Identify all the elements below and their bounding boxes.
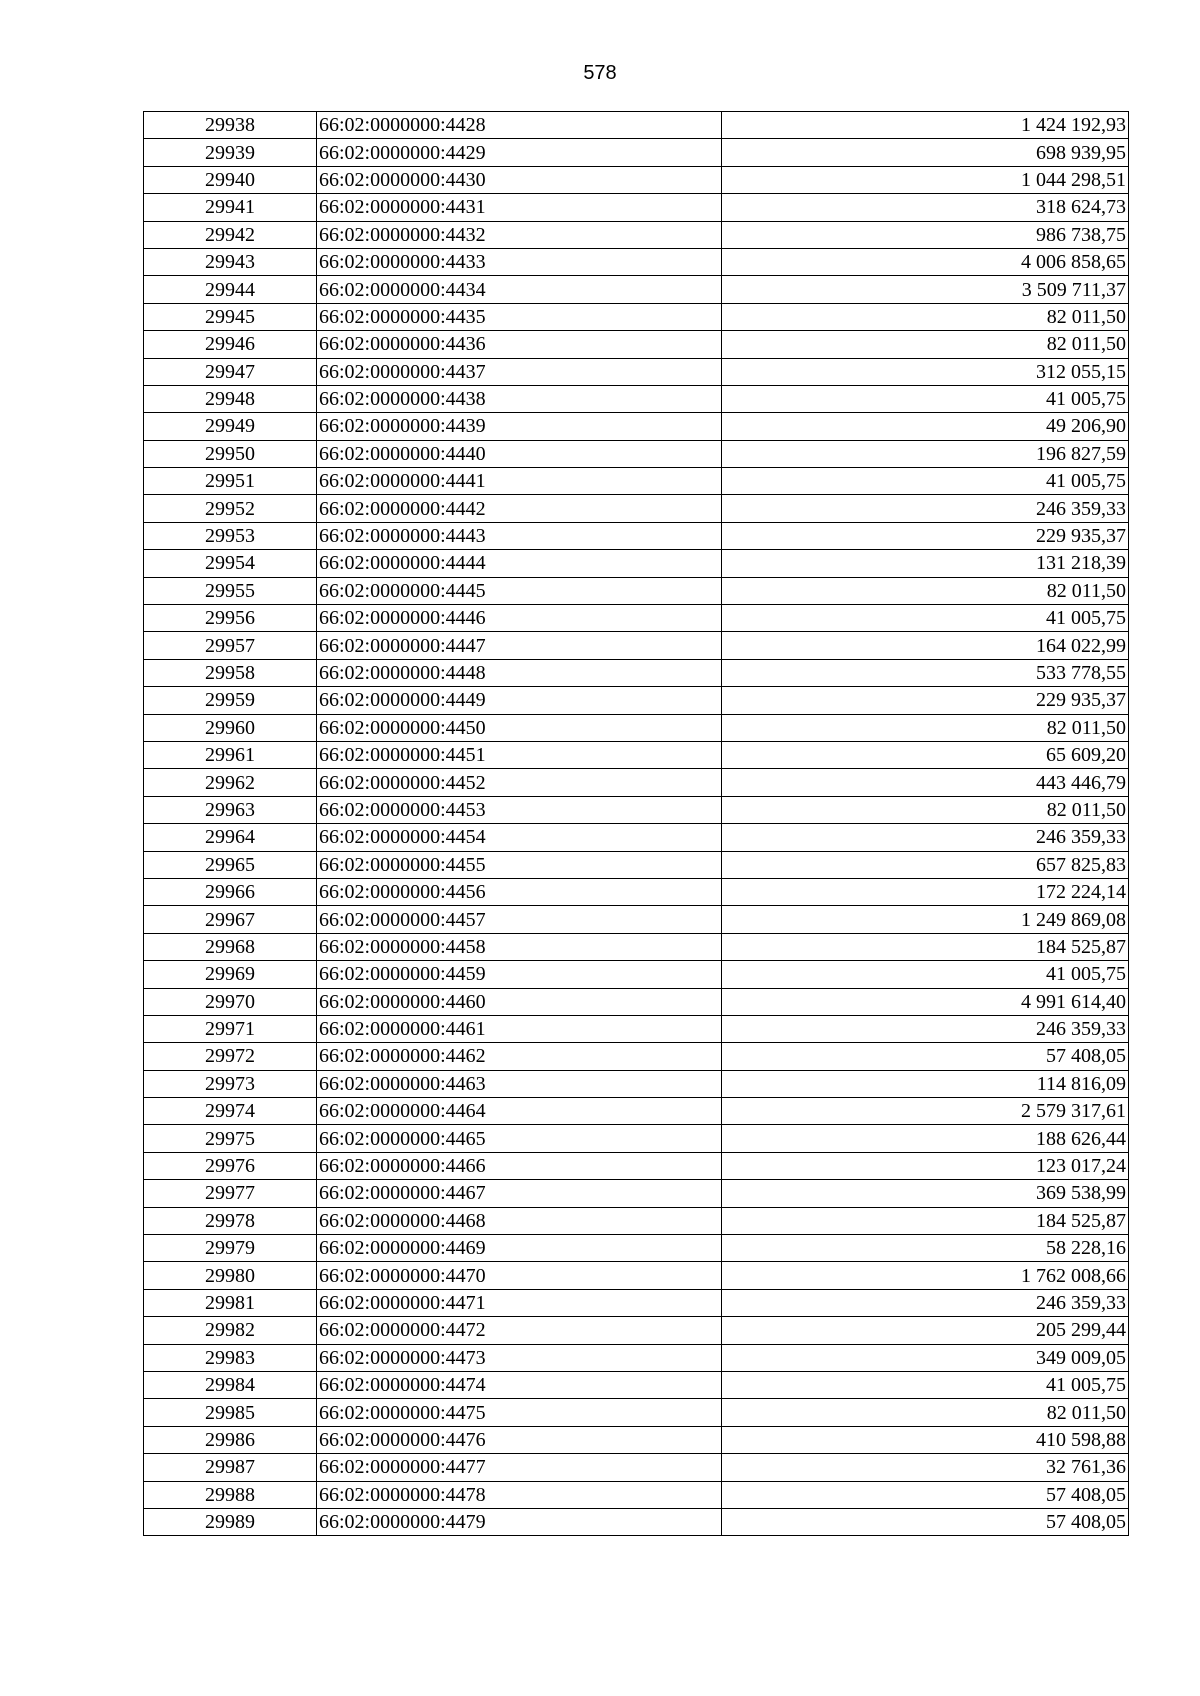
cadastral-number-cell: 66:02:0000000:4475 — [317, 1399, 722, 1426]
cadastral-number-cell: 66:02:0000000:4467 — [317, 1180, 722, 1207]
cadastral-number-cell: 66:02:0000000:4429 — [317, 139, 722, 166]
cadastral-value-cell: 349 009,05 — [722, 1344, 1129, 1371]
table-row — [144, 331, 1129, 358]
cadastral-value-cell: 41 005,75 — [722, 1371, 1129, 1398]
table-row — [144, 522, 1129, 549]
table-row — [144, 1317, 1129, 1344]
table-row — [144, 1344, 1129, 1371]
table-row — [144, 632, 1129, 659]
table-row — [144, 1043, 1129, 1070]
cadastral-value-cell: 443 446,79 — [722, 769, 1129, 796]
cadastral-number-cell: 66:02:0000000:4458 — [317, 933, 722, 960]
cadastral-number-cell: 66:02:0000000:4433 — [317, 248, 722, 275]
row-number-cell: 29965 — [144, 851, 317, 878]
cadastral-value-table — [143, 111, 1129, 1536]
table-row — [144, 1207, 1129, 1234]
cadastral-number-cell: 66:02:0000000:4446 — [317, 605, 722, 632]
table-row — [144, 303, 1129, 330]
table-row — [144, 988, 1129, 1015]
table-row — [144, 1371, 1129, 1398]
row-number-cell: 29982 — [144, 1317, 317, 1344]
cadastral-number-cell: 66:02:0000000:4447 — [317, 632, 722, 659]
table-row — [144, 741, 1129, 768]
cadastral-value-cell: 229 935,37 — [722, 687, 1129, 714]
cadastral-value-cell: 698 939,95 — [722, 139, 1129, 166]
table-row — [144, 1070, 1129, 1097]
row-number-cell: 29970 — [144, 988, 317, 1015]
cadastral-number-cell: 66:02:0000000:4455 — [317, 851, 722, 878]
table-row — [144, 550, 1129, 577]
table-row — [144, 659, 1129, 686]
table-row — [144, 1481, 1129, 1508]
row-number-cell: 29951 — [144, 468, 317, 495]
row-number-cell: 29988 — [144, 1481, 317, 1508]
table-row — [144, 1399, 1129, 1426]
row-number-cell: 29978 — [144, 1207, 317, 1234]
row-number-cell: 29947 — [144, 358, 317, 385]
cadastral-number-cell: 66:02:0000000:4470 — [317, 1262, 722, 1289]
table-row — [144, 248, 1129, 275]
row-number-cell: 29943 — [144, 248, 317, 275]
table-row — [144, 1235, 1129, 1262]
row-number-cell: 29989 — [144, 1508, 317, 1535]
row-number-cell: 29940 — [144, 166, 317, 193]
table-row — [144, 714, 1129, 741]
table-row — [144, 358, 1129, 385]
table-row — [144, 112, 1129, 139]
cadastral-number-cell: 66:02:0000000:4460 — [317, 988, 722, 1015]
table-row — [144, 1454, 1129, 1481]
table-row — [144, 1015, 1129, 1042]
table-row — [144, 1289, 1129, 1316]
cadastral-value-cell: 172 224,14 — [722, 878, 1129, 905]
cadastral-value-cell: 32 761,36 — [722, 1454, 1129, 1481]
cadastral-value-cell: 57 408,05 — [722, 1481, 1129, 1508]
cadastral-value-cell: 58 228,16 — [722, 1235, 1129, 1262]
table-row — [144, 577, 1129, 604]
cadastral-number-cell: 66:02:0000000:4469 — [317, 1235, 722, 1262]
cadastral-value-cell: 131 218,39 — [722, 550, 1129, 577]
cadastral-number-cell: 66:02:0000000:4437 — [317, 358, 722, 385]
table-row — [144, 1098, 1129, 1125]
cadastral-number-cell: 66:02:0000000:4450 — [317, 714, 722, 741]
cadastral-value-cell: 369 538,99 — [722, 1180, 1129, 1207]
table-row — [144, 440, 1129, 467]
table-row — [144, 468, 1129, 495]
row-number-cell: 29956 — [144, 605, 317, 632]
table-row — [144, 166, 1129, 193]
cadastral-number-cell: 66:02:0000000:4442 — [317, 495, 722, 522]
row-number-cell: 29961 — [144, 741, 317, 768]
cadastral-value-cell: 246 359,33 — [722, 1015, 1129, 1042]
cadastral-value-cell: 82 011,50 — [722, 577, 1129, 604]
table-row — [144, 961, 1129, 988]
cadastral-number-cell: 66:02:0000000:4436 — [317, 331, 722, 358]
cadastral-value-cell: 41 005,75 — [722, 605, 1129, 632]
table-row — [144, 769, 1129, 796]
cadastral-value-cell: 229 935,37 — [722, 522, 1129, 549]
cadastral-number-cell: 66:02:0000000:4471 — [317, 1289, 722, 1316]
table-row — [144, 687, 1129, 714]
table-row — [144, 495, 1129, 522]
row-number-cell: 29987 — [144, 1454, 317, 1481]
cadastral-value-cell: 49 206,90 — [722, 413, 1129, 440]
cadastral-value-cell: 82 011,50 — [722, 331, 1129, 358]
table-row — [144, 413, 1129, 440]
cadastral-value-cell: 1 249 869,08 — [722, 906, 1129, 933]
cadastral-value-cell: 1 044 298,51 — [722, 166, 1129, 193]
cadastral-value-cell: 82 011,50 — [722, 796, 1129, 823]
cadastral-number-cell: 66:02:0000000:4468 — [317, 1207, 722, 1234]
cadastral-value-cell: 533 778,55 — [722, 659, 1129, 686]
row-number-cell: 29945 — [144, 303, 317, 330]
cadastral-value-cell: 3 509 711,37 — [722, 276, 1129, 303]
cadastral-value-cell: 312 055,15 — [722, 358, 1129, 385]
table-row — [144, 139, 1129, 166]
cadastral-number-cell: 66:02:0000000:4477 — [317, 1454, 722, 1481]
table-row — [144, 1426, 1129, 1453]
row-number-cell: 29975 — [144, 1125, 317, 1152]
cadastral-value-cell: 65 609,20 — [722, 741, 1129, 768]
cadastral-value-cell: 246 359,33 — [722, 824, 1129, 851]
table-row — [144, 933, 1129, 960]
row-number-cell: 29968 — [144, 933, 317, 960]
cadastral-number-cell: 66:02:0000000:4448 — [317, 659, 722, 686]
row-number-cell: 29969 — [144, 961, 317, 988]
cadastral-value-cell: 184 525,87 — [722, 1207, 1129, 1234]
cadastral-value-cell: 205 299,44 — [722, 1317, 1129, 1344]
cadastral-number-cell: 66:02:0000000:4449 — [317, 687, 722, 714]
row-number-cell: 29985 — [144, 1399, 317, 1426]
row-number-cell: 29959 — [144, 687, 317, 714]
cadastral-value-cell: 41 005,75 — [722, 385, 1129, 412]
table-row — [144, 824, 1129, 851]
cadastral-number-cell: 66:02:0000000:4465 — [317, 1125, 722, 1152]
table-body — [144, 112, 1129, 1536]
cadastral-number-cell: 66:02:0000000:4444 — [317, 550, 722, 577]
table-row — [144, 221, 1129, 248]
cadastral-value-cell: 4 006 858,65 — [722, 248, 1129, 275]
row-number-cell: 29984 — [144, 1371, 317, 1398]
cadastral-value-cell: 114 816,09 — [722, 1070, 1129, 1097]
row-number-cell: 29963 — [144, 796, 317, 823]
cadastral-value-cell: 184 525,87 — [722, 933, 1129, 960]
cadastral-number-cell: 66:02:0000000:4456 — [317, 878, 722, 905]
cadastral-number-cell: 66:02:0000000:4432 — [317, 221, 722, 248]
row-number-cell: 29953 — [144, 522, 317, 549]
cadastral-value-cell: 57 408,05 — [722, 1043, 1129, 1070]
cadastral-number-cell: 66:02:0000000:4453 — [317, 796, 722, 823]
row-number-cell: 29976 — [144, 1152, 317, 1179]
cadastral-number-cell: 66:02:0000000:4463 — [317, 1070, 722, 1097]
row-number-cell: 29986 — [144, 1426, 317, 1453]
cadastral-value-cell: 1 424 192,93 — [722, 112, 1129, 139]
row-number-cell: 29974 — [144, 1098, 317, 1125]
row-number-cell: 29966 — [144, 878, 317, 905]
table-row — [144, 878, 1129, 905]
row-number-cell: 29955 — [144, 577, 317, 604]
cadastral-number-cell: 66:02:0000000:4472 — [317, 1317, 722, 1344]
row-number-cell: 29950 — [144, 440, 317, 467]
table-row — [144, 1508, 1129, 1535]
row-number-cell: 29973 — [144, 1070, 317, 1097]
cadastral-number-cell: 66:02:0000000:4441 — [317, 468, 722, 495]
row-number-cell: 29983 — [144, 1344, 317, 1371]
row-number-cell: 29979 — [144, 1235, 317, 1262]
cadastral-number-cell: 66:02:0000000:4428 — [317, 112, 722, 139]
cadastral-number-cell: 66:02:0000000:4462 — [317, 1043, 722, 1070]
row-number-cell: 29958 — [144, 659, 317, 686]
row-number-cell: 29960 — [144, 714, 317, 741]
row-number-cell: 29977 — [144, 1180, 317, 1207]
table-row — [144, 1262, 1129, 1289]
row-number-cell: 29971 — [144, 1015, 317, 1042]
row-number-cell: 29942 — [144, 221, 317, 248]
table-row — [144, 851, 1129, 878]
cadastral-value-cell: 2 579 317,61 — [722, 1098, 1129, 1125]
cadastral-number-cell: 66:02:0000000:4452 — [317, 769, 722, 796]
cadastral-number-cell: 66:02:0000000:4431 — [317, 194, 722, 221]
cadastral-value-cell: 318 624,73 — [722, 194, 1129, 221]
cadastral-value-cell: 82 011,50 — [722, 303, 1129, 330]
table-row — [144, 194, 1129, 221]
cadastral-value-cell: 986 738,75 — [722, 221, 1129, 248]
cadastral-number-cell: 66:02:0000000:4479 — [317, 1508, 722, 1535]
cadastral-value-cell: 657 825,83 — [722, 851, 1129, 878]
row-number-cell: 29980 — [144, 1262, 317, 1289]
cadastral-value-cell: 188 626,44 — [722, 1125, 1129, 1152]
table-row — [144, 276, 1129, 303]
row-number-cell: 29964 — [144, 824, 317, 851]
cadastral-value-cell: 246 359,33 — [722, 495, 1129, 522]
row-number-cell: 29981 — [144, 1289, 317, 1316]
table-row — [144, 1180, 1129, 1207]
cadastral-value-cell: 123 017,24 — [722, 1152, 1129, 1179]
cadastral-value-cell: 196 827,59 — [722, 440, 1129, 467]
row-number-cell: 29952 — [144, 495, 317, 522]
cadastral-number-cell: 66:02:0000000:4478 — [317, 1481, 722, 1508]
row-number-cell: 29972 — [144, 1043, 317, 1070]
cadastral-value-cell: 4 991 614,40 — [722, 988, 1129, 1015]
table-row — [144, 605, 1129, 632]
cadastral-number-cell: 66:02:0000000:4434 — [317, 276, 722, 303]
table-row — [144, 1152, 1129, 1179]
cadastral-value-cell: 82 011,50 — [722, 714, 1129, 741]
cadastral-number-cell: 66:02:0000000:4443 — [317, 522, 722, 549]
cadastral-value-cell: 82 011,50 — [722, 1399, 1129, 1426]
row-number-cell: 29949 — [144, 413, 317, 440]
row-number-cell: 29941 — [144, 194, 317, 221]
cadastral-number-cell: 66:02:0000000:4438 — [317, 385, 722, 412]
row-number-cell: 29954 — [144, 550, 317, 577]
row-number-cell: 29948 — [144, 385, 317, 412]
row-number-cell: 29944 — [144, 276, 317, 303]
table-row — [144, 1125, 1129, 1152]
cadastral-number-cell: 66:02:0000000:4430 — [317, 166, 722, 193]
cadastral-value-cell: 246 359,33 — [722, 1289, 1129, 1316]
cadastral-number-cell: 66:02:0000000:4473 — [317, 1344, 722, 1371]
cadastral-number-cell: 66:02:0000000:4459 — [317, 961, 722, 988]
cadastral-value-cell: 57 408,05 — [722, 1508, 1129, 1535]
table-row — [144, 906, 1129, 933]
row-number-cell: 29967 — [144, 906, 317, 933]
cadastral-number-cell: 66:02:0000000:4440 — [317, 440, 722, 467]
cadastral-value-cell: 164 022,99 — [722, 632, 1129, 659]
cadastral-value-cell: 41 005,75 — [722, 468, 1129, 495]
cadastral-number-cell: 66:02:0000000:4474 — [317, 1371, 722, 1398]
table-row — [144, 796, 1129, 823]
row-number-cell: 29939 — [144, 139, 317, 166]
cadastral-number-cell: 66:02:0000000:4435 — [317, 303, 722, 330]
cadastral-value-cell: 410 598,88 — [722, 1426, 1129, 1453]
cadastral-number-cell: 66:02:0000000:4454 — [317, 824, 722, 851]
cadastral-number-cell: 66:02:0000000:4476 — [317, 1426, 722, 1453]
cadastral-number-cell: 66:02:0000000:4445 — [317, 577, 722, 604]
cadastral-number-cell: 66:02:0000000:4466 — [317, 1152, 722, 1179]
row-number-cell: 29938 — [144, 112, 317, 139]
row-number-cell: 29946 — [144, 331, 317, 358]
cadastral-number-cell: 66:02:0000000:4451 — [317, 741, 722, 768]
cadastral-number-cell: 66:02:0000000:4439 — [317, 413, 722, 440]
cadastral-number-cell: 66:02:0000000:4457 — [317, 906, 722, 933]
table-row — [144, 385, 1129, 412]
page-number: 578 — [583, 62, 617, 84]
cadastral-number-cell: 66:02:0000000:4464 — [317, 1098, 722, 1125]
cadastral-number-cell: 66:02:0000000:4461 — [317, 1015, 722, 1042]
row-number-cell: 29962 — [144, 769, 317, 796]
cadastral-value-cell: 41 005,75 — [722, 961, 1129, 988]
row-number-cell: 29957 — [144, 632, 317, 659]
cadastral-value-cell: 1 762 008,66 — [722, 1262, 1129, 1289]
